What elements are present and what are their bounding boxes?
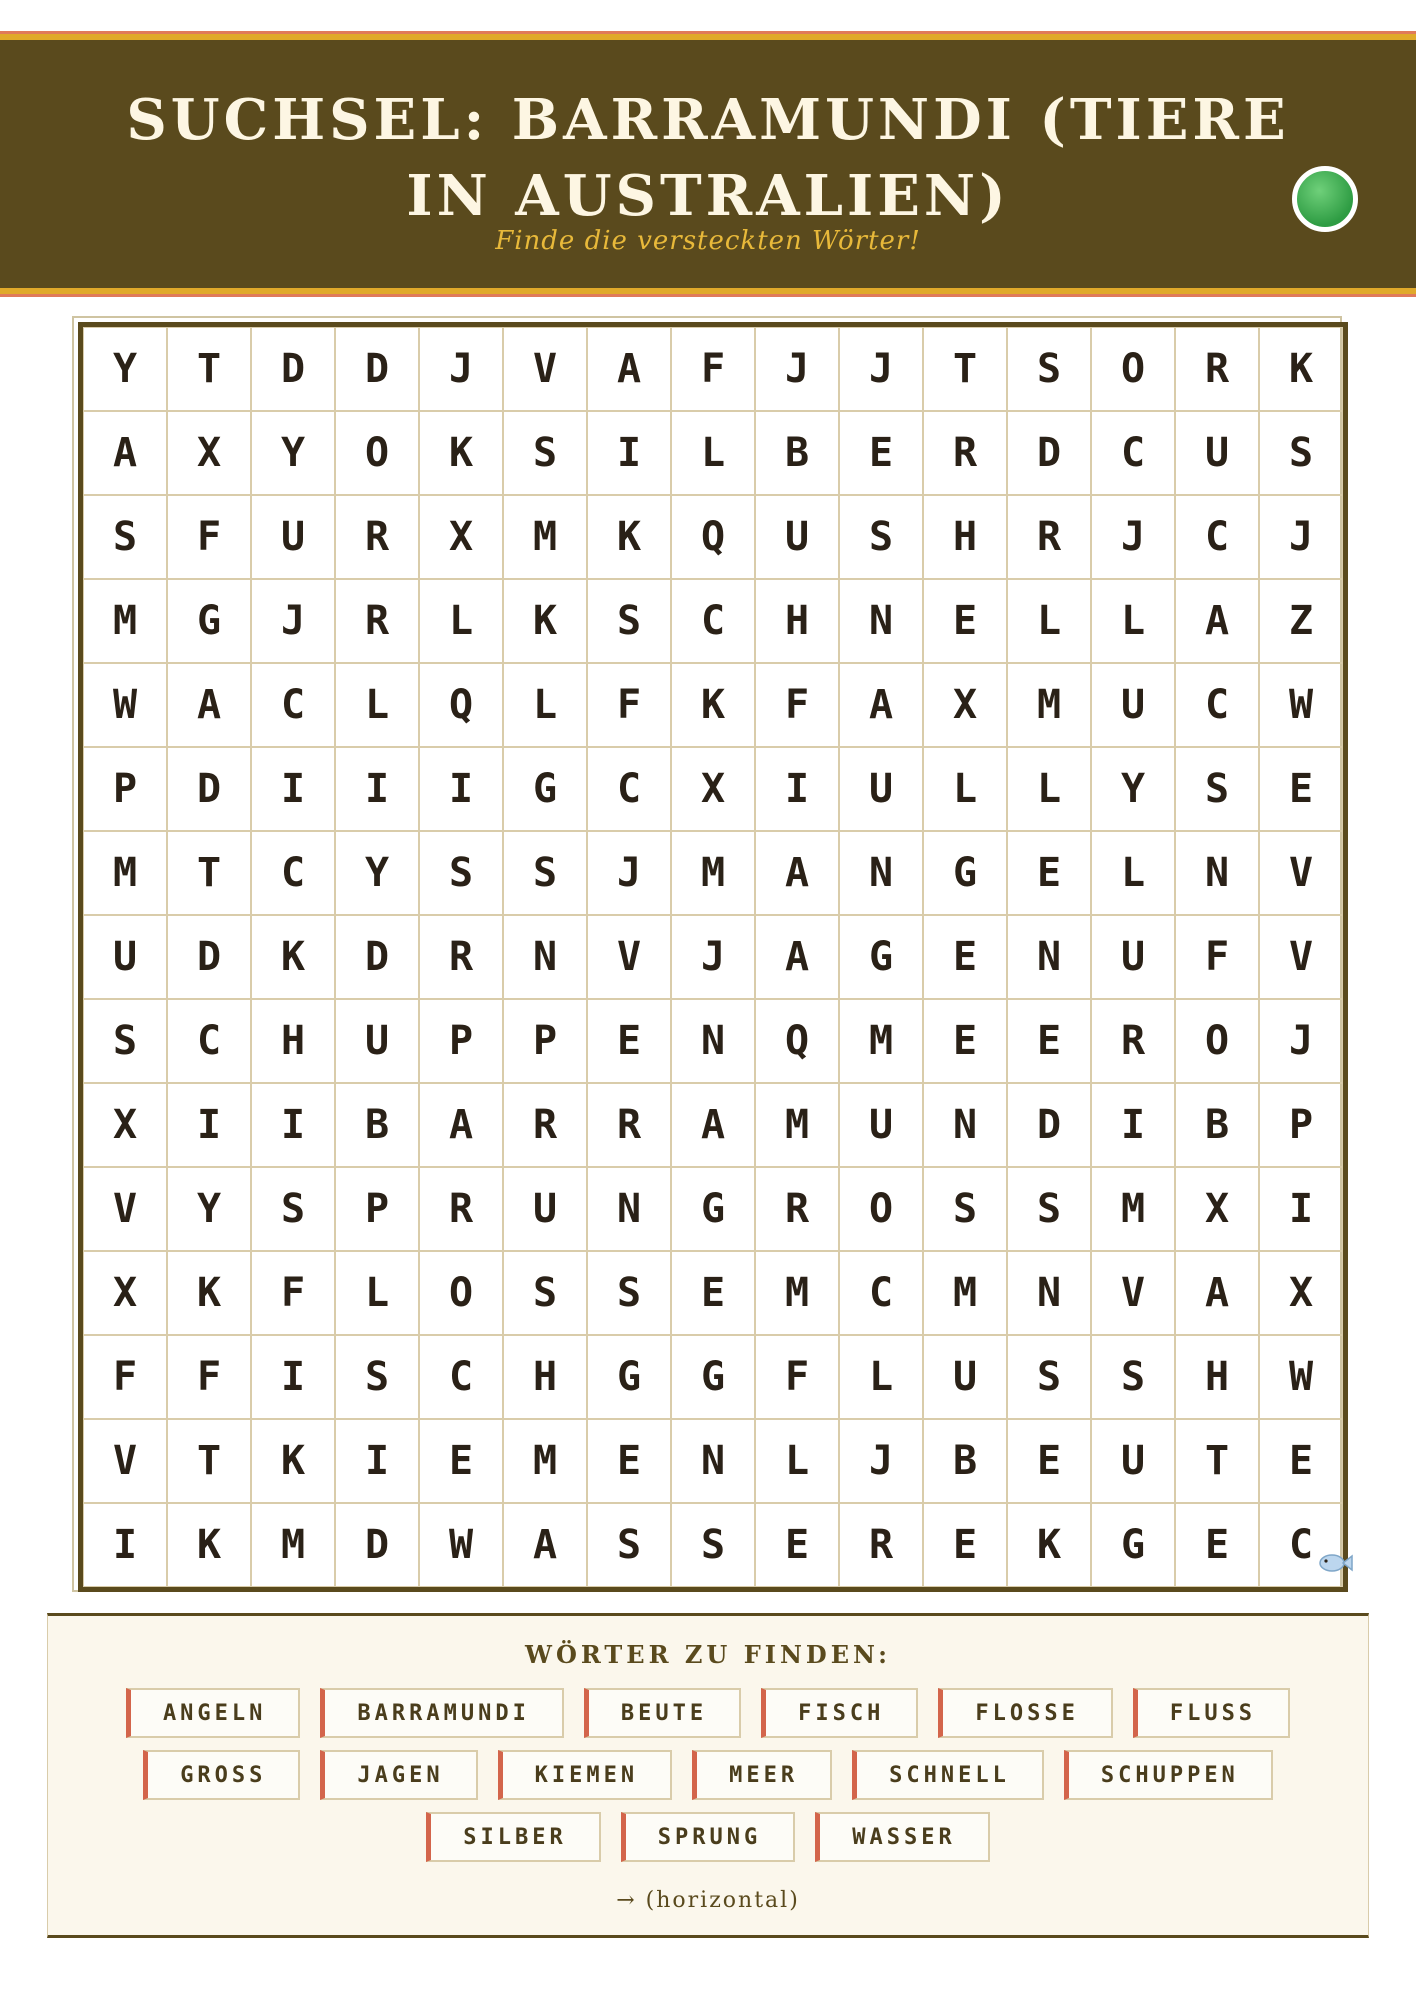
word-chip: BEUTE: [584, 1688, 741, 1738]
grid-cell[interactable]: L: [1007, 747, 1091, 831]
grid-cell[interactable]: S: [83, 999, 167, 1083]
grid-cell[interactable]: I: [167, 1083, 251, 1167]
grid-cell[interactable]: M: [1007, 663, 1091, 747]
grid-cell[interactable]: H: [1175, 1335, 1259, 1419]
grid-cell[interactable]: W: [419, 1503, 503, 1587]
grid-cell[interactable]: M: [1091, 1167, 1175, 1251]
grid-cell[interactable]: L: [1091, 579, 1175, 663]
grid-cell[interactable]: M: [923, 1251, 1007, 1335]
grid-cell[interactable]: R: [335, 495, 419, 579]
grid-cell[interactable]: X: [83, 1083, 167, 1167]
grid-cell[interactable]: E: [1175, 1503, 1259, 1587]
grid-cell[interactable]: M: [83, 831, 167, 915]
grid-cell[interactable]: X: [167, 411, 251, 495]
grid-cell[interactable]: C: [839, 1251, 923, 1335]
grid-cell[interactable]: U: [83, 915, 167, 999]
grid-cell[interactable]: A: [83, 411, 167, 495]
grid-cell[interactable]: E: [923, 915, 1007, 999]
grid-cell[interactable]: N: [587, 1167, 671, 1251]
grid-cell[interactable]: U: [251, 495, 335, 579]
grid-cell[interactable]: F: [167, 1335, 251, 1419]
grid-cell[interactable]: I: [83, 1503, 167, 1587]
grid-cell[interactable]: V: [587, 915, 671, 999]
grid-cell[interactable]: H: [503, 1335, 587, 1419]
grid-cell[interactable]: S: [1007, 1167, 1091, 1251]
word-chip: FISCH: [761, 1688, 918, 1738]
grid-cell[interactable]: C: [419, 1335, 503, 1419]
grid-cell[interactable]: L: [335, 663, 419, 747]
grid-cell[interactable]: E: [419, 1419, 503, 1503]
grid-cell[interactable]: R: [1091, 999, 1175, 1083]
grid-cell[interactable]: I: [1091, 1083, 1175, 1167]
grid-cell[interactable]: M: [83, 579, 167, 663]
grid-cell[interactable]: N: [1175, 831, 1259, 915]
grid-cell[interactable]: A: [671, 1083, 755, 1167]
grid-cell[interactable]: T: [167, 327, 251, 411]
grid-cell[interactable]: U: [1091, 663, 1175, 747]
grid-cell[interactable]: Q: [671, 495, 755, 579]
grid-cell[interactable]: E: [587, 1419, 671, 1503]
grid-cell[interactable]: A: [755, 831, 839, 915]
grid-cell[interactable]: L: [1007, 579, 1091, 663]
grid-cell[interactable]: I: [755, 747, 839, 831]
grid-cell[interactable]: Y: [251, 411, 335, 495]
grid-cell[interactable]: N: [839, 579, 923, 663]
word-list-title: WÖRTER ZU FINDEN:: [525, 1640, 891, 1669]
grid-cell[interactable]: F: [83, 1335, 167, 1419]
grid-cell[interactable]: Z: [1259, 579, 1343, 663]
grid-cell[interactable]: K: [1007, 1503, 1091, 1587]
grid-cell[interactable]: U: [923, 1335, 1007, 1419]
grid-cell[interactable]: O: [839, 1167, 923, 1251]
grid-cell[interactable]: S: [503, 411, 587, 495]
grid-cell[interactable]: L: [923, 747, 1007, 831]
grid-cell[interactable]: R: [587, 1083, 671, 1167]
header-banner: [0, 34, 1416, 294]
grid-cell[interactable]: L: [503, 663, 587, 747]
grid-cell[interactable]: S: [1259, 411, 1343, 495]
grid-cell[interactable]: G: [1091, 1503, 1175, 1587]
grid-cell[interactable]: K: [503, 579, 587, 663]
grid-cell[interactable]: J: [755, 327, 839, 411]
grid-cell[interactable]: P: [419, 999, 503, 1083]
word-chip: SILBER: [426, 1812, 600, 1862]
grid-cell[interactable]: R: [755, 1167, 839, 1251]
grid-cell[interactable]: D: [335, 327, 419, 411]
grid-cell[interactable]: R: [503, 1083, 587, 1167]
grid-cell[interactable]: W: [1259, 1335, 1343, 1419]
grid-cell[interactable]: J: [251, 579, 335, 663]
grid-cell[interactable]: S: [251, 1167, 335, 1251]
word-list: [88, 1688, 1328, 1862]
grid-cell[interactable]: J: [419, 327, 503, 411]
grid-cell[interactable]: X: [1175, 1167, 1259, 1251]
grid-cell[interactable]: L: [671, 411, 755, 495]
grid-cell[interactable]: J: [1259, 999, 1343, 1083]
grid-cell[interactable]: T: [167, 831, 251, 915]
grid-cell[interactable]: C: [671, 579, 755, 663]
grid-cell[interactable]: R: [1007, 495, 1091, 579]
grid-cell[interactable]: S: [587, 579, 671, 663]
grid-cell[interactable]: D: [251, 327, 335, 411]
grid-cell[interactable]: H: [251, 999, 335, 1083]
grid-cell[interactable]: B: [923, 1419, 1007, 1503]
grid-cell[interactable]: D: [1007, 1083, 1091, 1167]
grid-cell[interactable]: I: [419, 747, 503, 831]
grid-cell[interactable]: E: [755, 1503, 839, 1587]
grid-cell[interactable]: S: [83, 495, 167, 579]
word-chip: SPRUNG: [621, 1812, 795, 1862]
grid-cell[interactable]: F: [167, 495, 251, 579]
grid-cell[interactable]: A: [503, 1503, 587, 1587]
grid-cell[interactable]: C: [251, 831, 335, 915]
grid-cell[interactable]: I: [251, 747, 335, 831]
grid-cell[interactable]: S: [503, 1251, 587, 1335]
grid-cell[interactable]: M: [251, 1503, 335, 1587]
grid-cell[interactable]: Y: [1091, 747, 1175, 831]
grid-cell[interactable]: E: [587, 999, 671, 1083]
grid-cell[interactable]: N: [1007, 1251, 1091, 1335]
grid-cell[interactable]: G: [167, 579, 251, 663]
grid-cell[interactable]: U: [839, 1083, 923, 1167]
grid-cell[interactable]: L: [755, 1419, 839, 1503]
grid-cell[interactable]: T: [1175, 1419, 1259, 1503]
grid-cell[interactable]: E: [1259, 747, 1343, 831]
grid-cell[interactable]: S: [1007, 1335, 1091, 1419]
grid-cell[interactable]: M: [755, 1251, 839, 1335]
grid-cell[interactable]: X: [1259, 1251, 1343, 1335]
grid-cell[interactable]: M: [839, 999, 923, 1083]
grid-cell[interactable]: D: [167, 747, 251, 831]
page-title: SUCHSEL: BARRAMUNDI (TIERE IN AUSTRALIEN): [126, 87, 1290, 229]
grid-cell[interactable]: F: [1175, 915, 1259, 999]
grid-cell[interactable]: Y: [335, 831, 419, 915]
grid-cell[interactable]: H: [755, 579, 839, 663]
word-chip: WASSER: [815, 1812, 989, 1862]
grid-cell[interactable]: A: [755, 915, 839, 999]
grid-cell[interactable]: J: [587, 831, 671, 915]
grid-cell[interactable]: G: [671, 1167, 755, 1251]
grid-cell[interactable]: K: [167, 1503, 251, 1587]
word-chip: GROSS: [143, 1750, 300, 1800]
grid-cell[interactable]: I: [335, 1419, 419, 1503]
word-list-panel: [47, 1613, 1369, 1938]
letter-grid: [78, 322, 1348, 1592]
grid-cell[interactable]: G: [671, 1335, 755, 1419]
grid-cell[interactable]: C: [1175, 495, 1259, 579]
grid-cell[interactable]: Y: [83, 327, 167, 411]
grid-cell[interactable]: A: [587, 327, 671, 411]
grid-cell[interactable]: K: [587, 495, 671, 579]
grid-cell[interactable]: J: [1091, 495, 1175, 579]
grid-cell[interactable]: K: [251, 1419, 335, 1503]
grid-cell[interactable]: S: [587, 1503, 671, 1587]
grid-cell[interactable]: S: [419, 831, 503, 915]
grid-cell[interactable]: S: [503, 831, 587, 915]
grid-cell[interactable]: N: [671, 1419, 755, 1503]
grid-cell[interactable]: M: [503, 1419, 587, 1503]
grid-cell[interactable]: T: [167, 1419, 251, 1503]
grid-cell[interactable]: C: [251, 663, 335, 747]
grid-cell[interactable]: A: [419, 1083, 503, 1167]
word-chip: FLUSS: [1133, 1688, 1290, 1738]
grid-cell[interactable]: U: [503, 1167, 587, 1251]
grid-cell[interactable]: E: [1007, 1419, 1091, 1503]
grid-cell[interactable]: M: [671, 831, 755, 915]
grid-cell[interactable]: N: [923, 1083, 1007, 1167]
grid-cell[interactable]: W: [1259, 663, 1343, 747]
grid-cell[interactable]: J: [1259, 495, 1343, 579]
grid-cell[interactable]: X: [83, 1251, 167, 1335]
grid-cell[interactable]: F: [755, 663, 839, 747]
grid-cell[interactable]: C: [1091, 411, 1175, 495]
grid-cell[interactable]: E: [839, 411, 923, 495]
grid-cell[interactable]: N: [671, 999, 755, 1083]
grid-cell[interactable]: M: [503, 495, 587, 579]
grid-cell[interactable]: X: [923, 663, 1007, 747]
grid-cell[interactable]: F: [251, 1251, 335, 1335]
fish-icon: [1314, 1548, 1354, 1578]
direction-hint: → (horizontal): [616, 1888, 800, 1913]
word-chip: MEER: [692, 1750, 832, 1800]
word-chip: KIEMEN: [498, 1750, 672, 1800]
grid-cell[interactable]: N: [1007, 915, 1091, 999]
grid-cell[interactable]: P: [83, 747, 167, 831]
grid-cell[interactable]: P: [503, 999, 587, 1083]
grid-cell[interactable]: J: [839, 1419, 923, 1503]
grid-cell[interactable]: J: [839, 327, 923, 411]
grid-cell[interactable]: F: [587, 663, 671, 747]
grid-cell[interactable]: A: [167, 663, 251, 747]
grid-cell[interactable]: I: [335, 747, 419, 831]
grid-cell[interactable]: S: [1091, 1335, 1175, 1419]
grid-cell[interactable]: E: [923, 1503, 1007, 1587]
grid-cell[interactable]: J: [671, 915, 755, 999]
grid-cell[interactable]: Q: [419, 663, 503, 747]
grid-cell[interactable]: B: [335, 1083, 419, 1167]
grid-cell[interactable]: U: [1175, 411, 1259, 495]
word-chip: ANGELN: [126, 1688, 300, 1738]
grid-cell[interactable]: S: [335, 1335, 419, 1419]
grid-cell[interactable]: P: [1259, 1083, 1343, 1167]
grid-cell[interactable]: R: [923, 411, 1007, 495]
grid-cell[interactable]: A: [1175, 1251, 1259, 1335]
grid-cell[interactable]: Y: [167, 1167, 251, 1251]
grid-cell[interactable]: R: [335, 579, 419, 663]
grid-cell[interactable]: L: [335, 1251, 419, 1335]
grid-cell[interactable]: G: [503, 747, 587, 831]
grid-cell[interactable]: I: [1259, 1167, 1343, 1251]
word-chip: JAGEN: [320, 1750, 477, 1800]
grid-cell[interactable]: K: [167, 1251, 251, 1335]
grid-cell[interactable]: V: [83, 1167, 167, 1251]
word-chip: FLOSSE: [938, 1688, 1112, 1738]
grid-cell[interactable]: S: [839, 495, 923, 579]
grid-cell[interactable]: D: [167, 915, 251, 999]
grid-cell[interactable]: K: [251, 915, 335, 999]
grid-cell[interactable]: U: [755, 495, 839, 579]
grid-cell[interactable]: L: [419, 579, 503, 663]
grid-cell[interactable]: Q: [755, 999, 839, 1083]
grid-cell[interactable]: C: [1175, 663, 1259, 747]
grid-cell[interactable]: K: [419, 411, 503, 495]
grid-cell[interactable]: S: [587, 1251, 671, 1335]
grid-cell[interactable]: D: [335, 1503, 419, 1587]
grid-cell[interactable]: A: [1175, 579, 1259, 663]
grid-cell[interactable]: G: [923, 831, 1007, 915]
grid-cell[interactable]: A: [839, 663, 923, 747]
grid-cell[interactable]: U: [1091, 915, 1175, 999]
grid-cell[interactable]: V: [1091, 1251, 1175, 1335]
grid-cell[interactable]: D: [1007, 411, 1091, 495]
grid-cell[interactable]: X: [419, 495, 503, 579]
grid-cell[interactable]: E: [923, 579, 1007, 663]
grid-cell[interactable]: P: [335, 1167, 419, 1251]
grid-cell[interactable]: O: [1091, 327, 1175, 411]
grid-cell[interactable]: R: [839, 1503, 923, 1587]
grid-cell[interactable]: L: [1091, 831, 1175, 915]
grid-cell[interactable]: G: [587, 1335, 671, 1419]
grid-cell[interactable]: E: [671, 1251, 755, 1335]
grid-cell[interactable]: K: [1259, 327, 1343, 411]
grid-cell[interactable]: E: [923, 999, 1007, 1083]
grid-cell[interactable]: G: [839, 915, 923, 999]
grid-cell[interactable]: B: [755, 411, 839, 495]
page-subtitle: Finde die versteckten Wörter!: [495, 226, 921, 256]
word-chip: SCHNELL: [852, 1750, 1044, 1800]
grid-cell[interactable]: V: [83, 1419, 167, 1503]
grid-cell[interactable]: C: [587, 747, 671, 831]
grid-cell[interactable]: U: [335, 999, 419, 1083]
grid-cell[interactable]: S: [1175, 747, 1259, 831]
grid-cell[interactable]: R: [419, 915, 503, 999]
grid-cell[interactable]: U: [839, 747, 923, 831]
grid-cell[interactable]: H: [923, 495, 1007, 579]
grid-cell[interactable]: V: [1259, 915, 1343, 999]
grid-cell[interactable]: C: [167, 999, 251, 1083]
grid-cell[interactable]: V: [503, 327, 587, 411]
grid-cell[interactable]: M: [755, 1083, 839, 1167]
grid-cell[interactable]: I: [587, 411, 671, 495]
grid-cell[interactable]: T: [923, 327, 1007, 411]
word-chip: SCHUPPEN: [1064, 1750, 1273, 1800]
grid-cell[interactable]: R: [419, 1167, 503, 1251]
grid-cell[interactable]: V: [1259, 831, 1343, 915]
grid-cell[interactable]: L: [839, 1335, 923, 1419]
grid-cell[interactable]: E: [1007, 831, 1091, 915]
grid-cell[interactable]: F: [755, 1335, 839, 1419]
grid-cell[interactable]: E: [1259, 1419, 1343, 1503]
grid-cell[interactable]: W: [83, 663, 167, 747]
grid-cell[interactable]: S: [1007, 327, 1091, 411]
grid-cell[interactable]: C: [1259, 1503, 1343, 1587]
grid-cell[interactable]: O: [1175, 999, 1259, 1083]
grid-cell[interactable]: S: [923, 1167, 1007, 1251]
status-dot: [1292, 166, 1358, 232]
grid-cell[interactable]: O: [419, 1251, 503, 1335]
grid-cell[interactable]: K: [671, 663, 755, 747]
word-chip: BARRAMUNDI: [320, 1688, 563, 1738]
grid-cell[interactable]: E: [1007, 999, 1091, 1083]
grid-cell[interactable]: I: [251, 1335, 335, 1419]
grid-cell[interactable]: I: [251, 1083, 335, 1167]
grid-cell[interactable]: S: [671, 1503, 755, 1587]
grid-cell[interactable]: N: [503, 915, 587, 999]
grid-cell[interactable]: R: [1175, 327, 1259, 411]
grid-cell[interactable]: O: [335, 411, 419, 495]
grid-cell[interactable]: U: [1091, 1419, 1175, 1503]
grid-cell[interactable]: D: [335, 915, 419, 999]
grid-cell[interactable]: X: [671, 747, 755, 831]
grid-cell[interactable]: F: [671, 327, 755, 411]
grid-cell[interactable]: B: [1175, 1083, 1259, 1167]
grid-cell[interactable]: N: [839, 831, 923, 915]
